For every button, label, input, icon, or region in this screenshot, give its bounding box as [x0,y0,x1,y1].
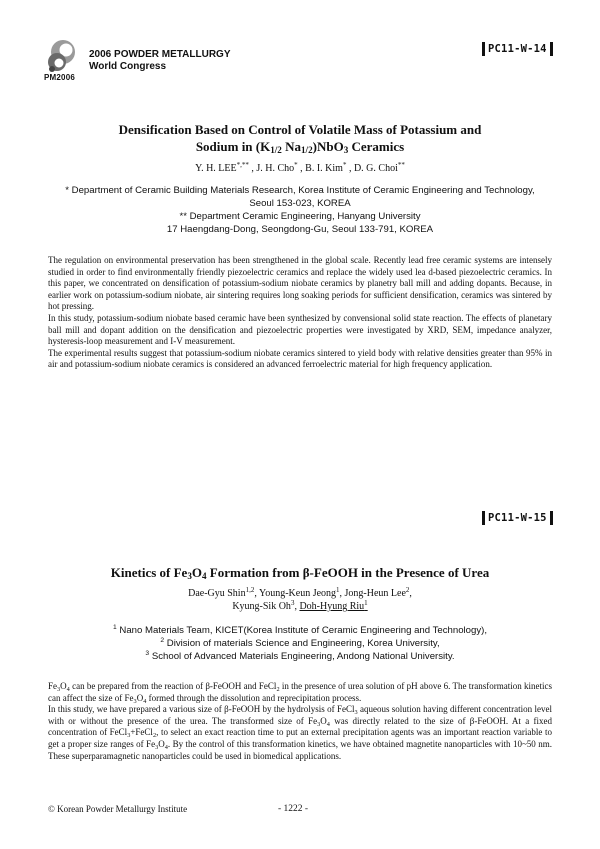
conference-subtitle: World Congress [89,61,167,72]
author-list [40,588,560,599]
conference-name: 2006 POWDER METALLURGY [89,49,231,60]
page-number: - 1222 - [278,804,309,814]
author-list-line2 [40,601,560,612]
author-list [40,163,560,174]
paper-code: PC11-W-15 [488,512,547,524]
pm2006-logo-icon [44,38,78,74]
copyright-notice: © Korean Powder Metallurgy Institute [48,804,188,814]
affiliation-line: $^3$ School of Advanced Materials Engineering, Andong National University. [145,650,455,662]
paper-code-badge [482,42,553,56]
author: Young-Keun Jeong$^1$, [258,586,345,599]
affiliations [30,624,570,663]
author-presenting: Doh-Hyung Riu$^1$ [299,599,368,612]
paper-title-line2: Sodium in ($K_{1/2}$ $Na_{1/2})NbO_3$ Ceramics [195,139,405,155]
affiliations [30,184,570,236]
author: Kyung-Sik Oh$^3$, [232,599,300,612]
logo-text: PM2006 [44,73,75,82]
abstract-paragraph: The regulation on environmental preservation has been strengthened in the global scale. Recently lead free ceramic systems are intensely studied in order to find environmentally friendly piezoelectric ceramics and replace the widely used lea d-based piezoelectric ceramics. In this paper, we concentrated on densification of potassium-sodium niobate ceramics by planetry ball mill and adding dopants. Because, in earlier work on potassium-sodium niobate, air sintering requires long soaking periods for sufficient densification, ceramics was sintered by hot pressing. [48,255,552,312]
author: B. I. Kim* , [305,161,354,174]
paper-title-line1: Densification Based on Control of Volatile Mass of Potassium and [118,122,482,137]
paper-code: PC11-W-14 [488,43,547,55]
abstract-paragraph: In this study, potassium-sodium niobate based ceramic have been synthesized by convensional solid state reaction. The effects of planetary ball mill and dopant addition on the densification and piezoelectric properties were investigated by XRD, SEM, impedance analyzer, hysteresis-loop measurement and I-V measurement. [48,312,552,347]
abstract [48,681,552,762]
affiliation-line: 17 Haengdang-Dong, Seongdong-Gu, Seoul 133-791, KOREA [166,224,434,235]
abstract [48,255,552,371]
author: J. H. Cho* , [256,161,306,174]
affiliation-line: $^2$ Division of materials Science and Engineering, Korea University, [160,637,440,649]
affiliation-line: ** Department Ceramic Engineering, Hanyang University [179,211,421,222]
author: Y. H. LEE*,** , [195,161,257,174]
affiliation-line: * Department of Ceramic Building Materials Research, Korea Institute of Ceramic Engineering and Technology, [65,185,535,196]
abstract-paragraph: $Fe_3O_4$ can be prepared from the reaction of β-FeOOH and FeCl$_2$ in the presence of urea solution of pH above 6. The transformation kinetics can affect the size of $Fe_3O_4$ formed through the dissolution and reprecipitation process. [48,681,552,705]
abstract-paragraph: In this study, we have prepared a various size of β-FeOOH by the hydrolysis of FeCl$_3$ aqueous solution having different concentration level with or without the presence of the urea. The transformed size of $Fe_3O_4$ was directly related to the size of β-FeOOH. At a fixed concentration of FeCl$_3$+FeCl$_2$, to select an exact reaction time to put an external precipitation agents was an important reaction variable to get a proper size ranges of $Fe_3O_4$. By the control of this transformation kinetics, we have obtained magnetite nanoparticles with 10~50 nm. These superparamagnetic nanoparticles could be used in biomedical applications. [48,704,552,761]
affiliation-line: Seoul 153-023, KOREA [249,198,351,209]
paper-code-badge [482,511,553,525]
author: Dae-Gyu Shin$^{1,2}$, [188,586,259,599]
paper-title: Kinetics of $Fe_3O_4$ Formation from β-FeOOH in the Presence of Urea [110,565,490,581]
affiliation-line: $^1$ Nano Materials Team, KICET(Korea Institute of Ceramic Engineering and Technology), [112,624,487,636]
author: Jong-Heun Lee$^2$, [344,586,412,599]
abstract-paragraph: The experimental results suggest that potassium-sodium niobate ceramics sintered to yield body with relative densities greater than 95% in air and potassium-sodium niobate ceramics is considered an advanced ferroelectric material for high frequency application. [48,347,552,370]
author: D. G. Choi** [353,161,405,174]
